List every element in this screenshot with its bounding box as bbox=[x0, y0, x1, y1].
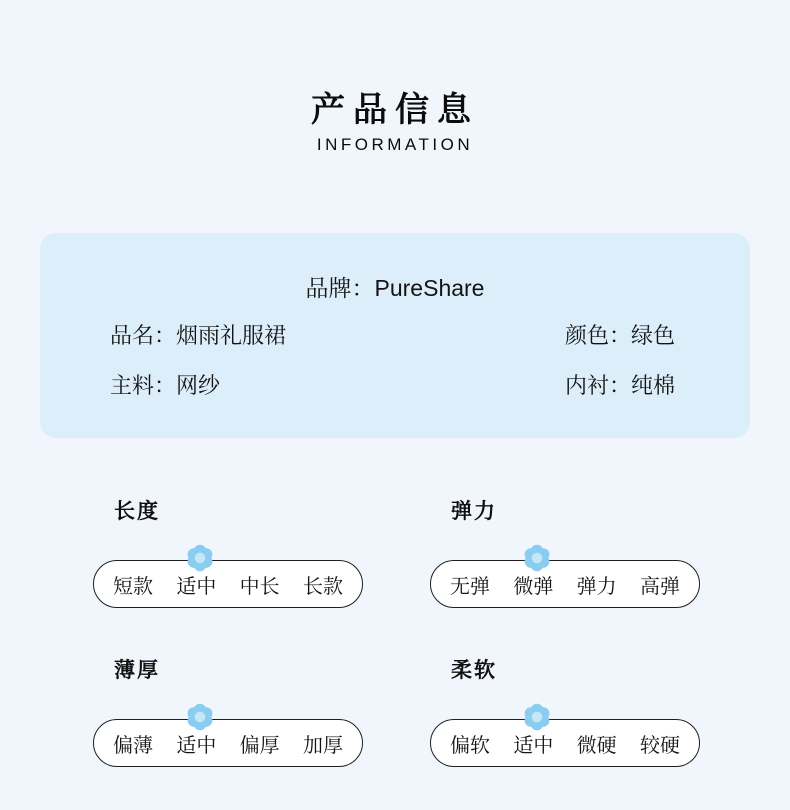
page-subtitle: INFORMATION bbox=[316, 135, 474, 154]
scale-option: 加厚 bbox=[302, 734, 343, 757]
scale-softness bbox=[430, 659, 700, 767]
scale-option: 较硬 bbox=[639, 734, 680, 757]
scale-elasticity bbox=[430, 500, 700, 608]
card-row bbox=[40, 374, 750, 398]
brand-line bbox=[40, 276, 750, 300]
flower-marker-icon bbox=[185, 702, 215, 732]
field-main-material bbox=[110, 374, 565, 398]
field-value: 绿色 bbox=[631, 323, 676, 348]
scale-heading: 弹力 bbox=[451, 500, 497, 523]
scale-option: 中长 bbox=[239, 575, 280, 598]
scale-thickness bbox=[93, 659, 363, 767]
product-info-card bbox=[40, 233, 750, 438]
scale-option: 适中 bbox=[176, 575, 217, 598]
field-color bbox=[565, 324, 750, 348]
scale-option: 偏软 bbox=[450, 734, 490, 757]
field-value: 纯棉 bbox=[631, 373, 676, 398]
scale-length bbox=[93, 500, 363, 608]
page-title: 产品信息 bbox=[311, 91, 479, 129]
scale-option: 适中 bbox=[176, 734, 217, 757]
page-header bbox=[0, 0, 790, 154]
scale-option: 高弹 bbox=[639, 575, 680, 598]
field-label: 颜色： bbox=[565, 323, 632, 348]
scale-option: 微硬 bbox=[576, 734, 617, 757]
scale-track bbox=[430, 560, 700, 608]
scale-option: 长款 bbox=[302, 575, 343, 598]
flower-marker-icon bbox=[522, 543, 552, 573]
scale-option: 弹力 bbox=[576, 575, 617, 598]
scale-option: 微弹 bbox=[513, 575, 554, 598]
scale-heading: 长度 bbox=[114, 500, 160, 523]
attribute-scales bbox=[0, 500, 790, 767]
field-label: 内衬： bbox=[565, 373, 632, 398]
field-value: 烟雨礼服裙 bbox=[176, 323, 287, 348]
scale-option: 偏薄 bbox=[113, 734, 153, 757]
scale-track bbox=[430, 719, 700, 767]
field-label: 主料： bbox=[110, 373, 177, 398]
scale-option: 短款 bbox=[113, 575, 153, 598]
scale-option: 适中 bbox=[513, 734, 554, 757]
flower-marker-icon bbox=[522, 702, 552, 732]
field-lining bbox=[565, 374, 750, 398]
card-row bbox=[40, 324, 750, 348]
brand-value: PureShare bbox=[374, 275, 485, 301]
field-label: 品名： bbox=[110, 323, 177, 348]
field-value: 网纱 bbox=[176, 373, 221, 398]
field-product-name bbox=[110, 324, 565, 348]
scale-track bbox=[93, 719, 363, 767]
scale-track bbox=[93, 560, 363, 608]
scale-heading: 柔软 bbox=[451, 659, 497, 682]
scale-heading: 薄厚 bbox=[114, 659, 160, 682]
flower-marker-icon bbox=[185, 543, 215, 573]
scale-option: 无弹 bbox=[450, 575, 490, 598]
brand-label: 品牌： bbox=[305, 275, 375, 301]
scale-option: 偏厚 bbox=[239, 734, 280, 757]
